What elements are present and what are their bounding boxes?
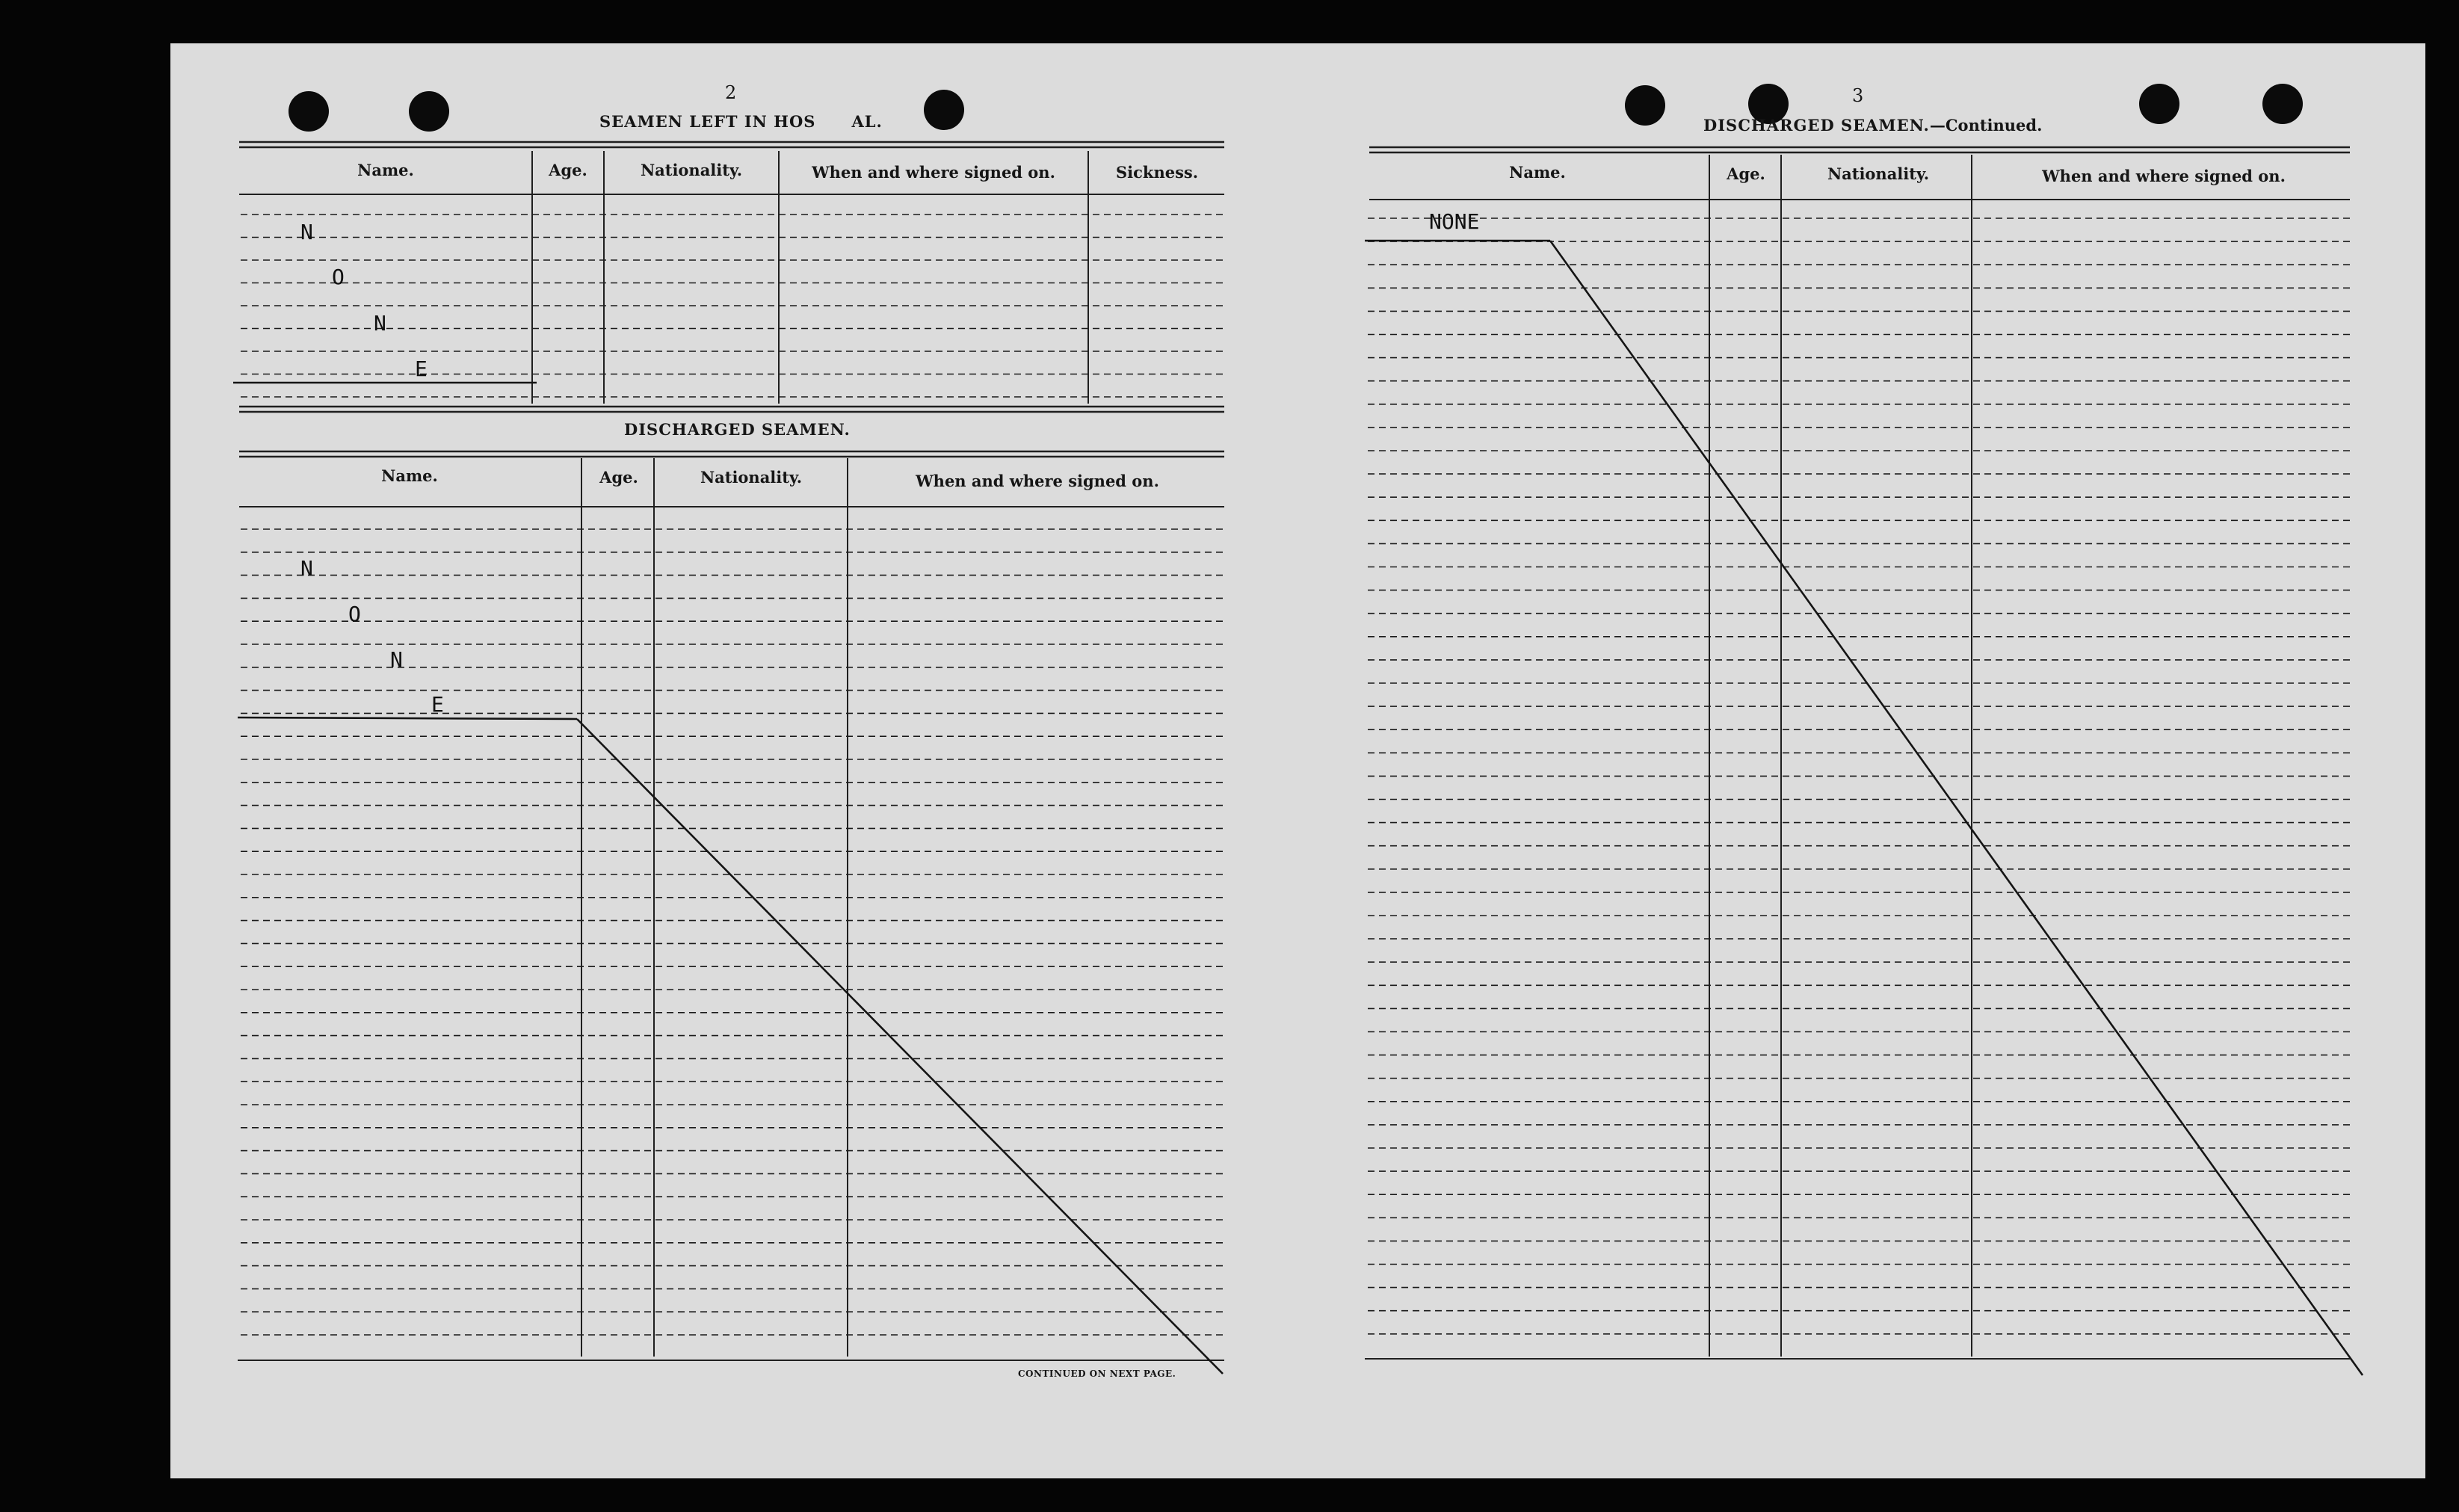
entry-letter: N — [300, 220, 313, 244]
entry-letter: N — [300, 556, 313, 581]
entry-letter: E — [431, 692, 444, 717]
section-title-text: DISCHARGED SEAMEN. — [1703, 116, 1930, 135]
column-header-sickness: Sickness. — [1115, 163, 1199, 182]
entry-letter: E — [415, 357, 428, 381]
section-title-suffix: —Continued. — [1929, 116, 2043, 135]
entry-letter: N — [390, 647, 403, 672]
entry-letter: O — [332, 265, 345, 289]
column-header-age: Age. — [549, 161, 587, 179]
section-title-discharged-continued — [1703, 116, 2042, 135]
continued-footer: CONTINUED ON NEXT PAGE. — [1018, 1368, 1176, 1379]
column-header-name: Name. — [1509, 163, 1566, 182]
column-header-nationality: Nationality. — [640, 161, 743, 179]
column-header-nationality: Nationality. — [700, 468, 803, 487]
entry-letter: N — [374, 311, 386, 336]
page-number-right: 3 — [1852, 85, 1864, 106]
column-header-name: Name. — [381, 466, 438, 485]
page-number-left: 2 — [725, 82, 737, 103]
table-borders — [238, 142, 2350, 1360]
column-header-signed-on: When and where signed on. — [812, 163, 1055, 182]
section-title-hospital-end: AL. — [851, 112, 883, 131]
entry-letter: O — [348, 602, 361, 626]
column-header-nationality: Nationality. — [1827, 164, 1930, 183]
cancel-marks — [233, 241, 2363, 1375]
column-header-signed-on: When and where signed on. — [916, 472, 1159, 490]
column-header-age: Age. — [599, 468, 638, 487]
section-title-discharged: DISCHARGED SEAMEN. — [624, 420, 851, 439]
column-header-signed-on: When and where signed on. — [2042, 167, 2286, 185]
column-header-name: Name. — [357, 161, 414, 179]
section-title-hospital — [599, 112, 883, 131]
column-header-age: Age. — [1727, 164, 1765, 183]
section-title-hospital-start: SEAMEN LEFT IN HOS — [599, 112, 816, 131]
typed-entry: NONE — [1429, 209, 1480, 234]
